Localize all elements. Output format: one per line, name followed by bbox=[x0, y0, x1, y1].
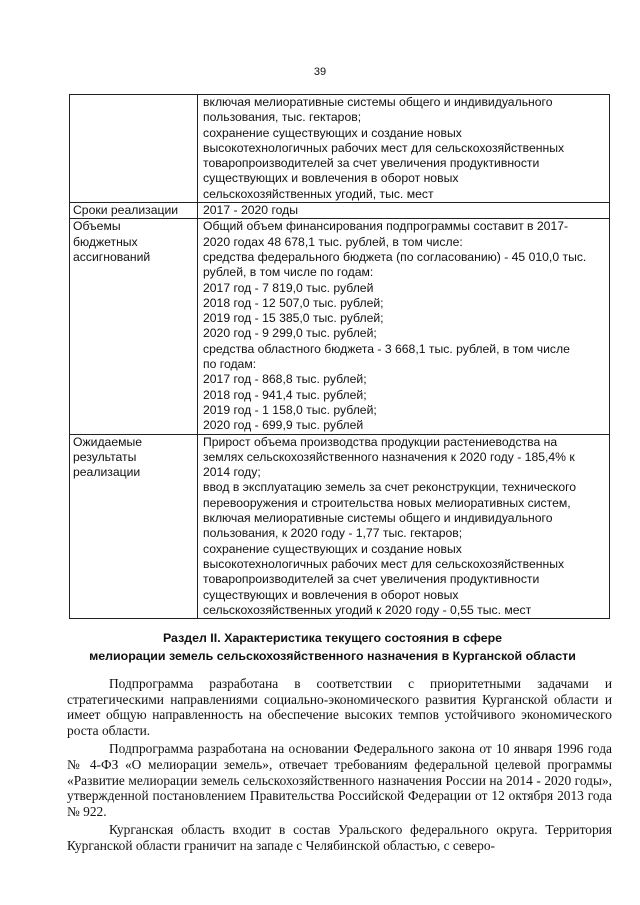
row-value-line: 2019 год - 15 385,0 тыс. рублей; bbox=[203, 311, 384, 326]
row-value-line: сельскохозяйственных угодий к 2020 году - 0,55 тыс. мест bbox=[203, 602, 532, 617]
row-label-cell bbox=[70, 434, 198, 619]
row-label-cell bbox=[70, 203, 198, 219]
row-value-line: товаропроизводителей за счет увеличения продуктивности bbox=[203, 572, 540, 587]
row-value-line: 2017 - 2020 годы bbox=[203, 203, 299, 218]
row-value-line: сохранение существующих и создание новых bbox=[203, 541, 462, 556]
row-value-line: сельскохозяйственных угодий, тыс. мест bbox=[203, 186, 434, 201]
row-value-line: пользования, к 2020 году - 1,77 тыс. гектаров; bbox=[203, 526, 463, 541]
table-row bbox=[70, 219, 610, 434]
row-value-line: включая мелиоративные системы общего и индивидуального bbox=[203, 95, 553, 109]
row-value-line: пользования, тыс. гектаров; bbox=[203, 110, 362, 125]
row-label-line: бюджетных bbox=[73, 234, 138, 249]
row-value-cell bbox=[198, 203, 610, 219]
row-value-line: сохранение существующих и создание новых bbox=[203, 125, 462, 140]
row-value-cell bbox=[198, 219, 610, 434]
row-value-line: существующих и вовлечения в оборот новых bbox=[203, 587, 459, 602]
paragraph: Подпрограмма разработана на основании Федерального закона от 10 января 1996 года № 4-ФЗ «О мелиорации земель», отвечает требованиям федеральной целевой программы «Развитие мелиорации земель сельскохозяйственного назначения России на 2014 - 2020 годы», утвержденной постановлением Правительства Российской Федерации от 12 октября 2013 года № 922. bbox=[67, 741, 612, 819]
row-value-line: включая мелиоративные системы общего и индивидуального bbox=[203, 511, 553, 526]
section-heading-line: мелиорации земель сельскохозяйственного назначения в Курганской области bbox=[89, 649, 576, 663]
row-value-line: 2020 годах 48 678,1 тыс. рублей, в том числе: bbox=[203, 234, 463, 249]
section-heading bbox=[60, 629, 605, 665]
row-value-line: землях сельскохозяйственного назначения к 2020 году - 185,4% к bbox=[203, 449, 575, 464]
row-value-line: средства федерального бюджета (по согласованию) - 45 010,0 тыс. bbox=[203, 249, 587, 264]
row-value-line: рублей, в том числе по годам: bbox=[203, 265, 374, 280]
row-value-line: 2020 год - 9 299,0 тыс. рублей; bbox=[203, 326, 377, 341]
row-value-line: перевооружения и строительства новых мелиоративных систем, bbox=[203, 495, 571, 510]
row-value-line: 2018 год - 941,4 тыс. рублей; bbox=[203, 387, 367, 402]
row-value-line: по годам: bbox=[203, 357, 257, 372]
table-row bbox=[70, 203, 610, 219]
row-value-cell bbox=[198, 434, 610, 619]
section-heading-line: Раздел II. Характеристика текущего состояния в сфере bbox=[162, 631, 503, 645]
table-row bbox=[70, 434, 610, 619]
row-value-line: 2017 год - 868,8 тыс. рублей; bbox=[203, 372, 367, 387]
subprogram-passport-table bbox=[69, 94, 610, 619]
row-value-cell bbox=[198, 95, 610, 203]
row-label-line: реализации bbox=[73, 465, 141, 480]
row-label-cell bbox=[70, 95, 198, 203]
row-value-line: 2020 год - 699,9 тыс. рублей bbox=[203, 418, 364, 433]
row-value-line: ввод в эксплуатацию земель за счет реконструкции, технического bbox=[203, 480, 577, 495]
row-label-line: ассигнований bbox=[73, 249, 151, 264]
row-label-line: результаты bbox=[73, 449, 137, 464]
row-value-line: средства областного бюджета - 3 668,1 тыс. рублей, в том числе bbox=[203, 341, 570, 356]
page-number: 39 bbox=[313, 66, 327, 78]
row-label-line: Сроки реализации bbox=[73, 203, 179, 218]
row-value-line: существующих и вовлечения в оборот новых bbox=[203, 171, 459, 186]
row-value-line: 2019 год - 1 158,0 тыс. рублей; bbox=[203, 402, 377, 417]
row-label-line: Объемы bbox=[73, 219, 121, 234]
row-value-line: 2014 году; bbox=[203, 465, 261, 480]
section-body bbox=[67, 676, 612, 854]
row-value-line: высокотехнологичных рабочих мест для сельскохозяйственных bbox=[203, 140, 565, 155]
table-row bbox=[70, 95, 610, 203]
paragraph: Подпрограмма разработана в соответствии с приоритетными задачами и стратегическими направлениями социально-экономического развития Курганской области и имеет общую направленность на обеспечение высоких темпов устойчивого экономического роста области. bbox=[67, 676, 612, 738]
row-value-line: 2018 год - 12 507,0 тыс. рублей; bbox=[203, 295, 384, 310]
row-value-line: Прирост объема производства продукции растениеводства на bbox=[203, 434, 558, 449]
row-value-line: 2017 год - 7 819,0 тыс. рублей bbox=[203, 280, 374, 295]
paragraph: Курганская область входит в состав Уральского федерального округа. Территория Курганской области граничит на западе с Челябинской областью, с северо- bbox=[67, 822, 612, 853]
row-value-line: товаропроизводителей за счет увеличения продуктивности bbox=[203, 156, 540, 171]
row-value-line: высокотехнологичных рабочих мест для сельскохозяйственных bbox=[203, 556, 565, 571]
row-value-line: Общий объем финансирования подпрограммы составит в 2017- bbox=[203, 219, 569, 234]
row-label-cell bbox=[70, 219, 198, 434]
row-label-line: Ожидаемые bbox=[73, 434, 143, 449]
